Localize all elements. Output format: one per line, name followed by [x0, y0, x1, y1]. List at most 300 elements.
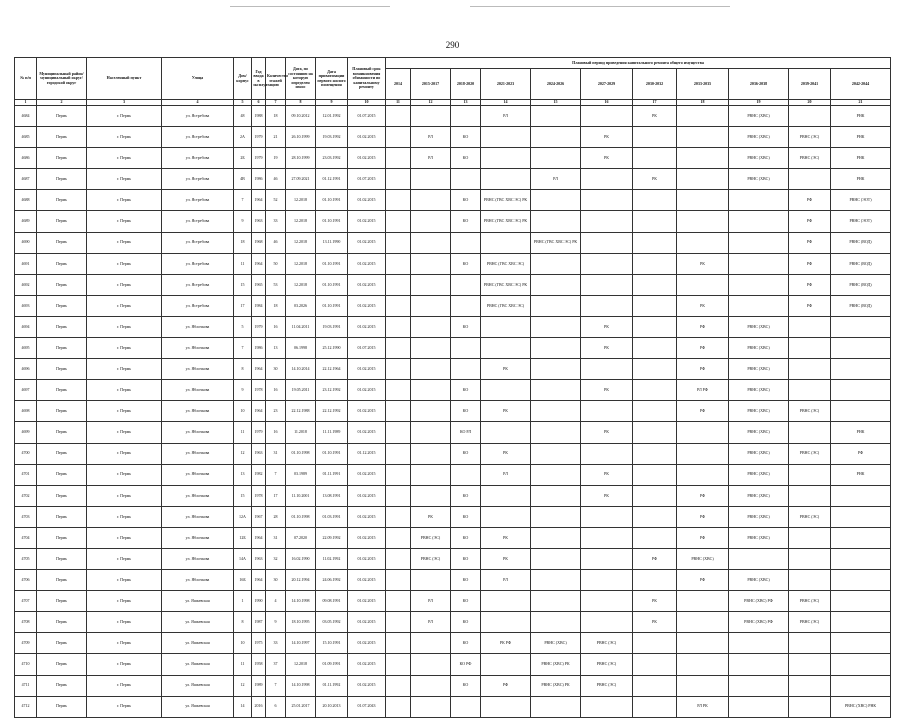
table-cell: 22.12.1992 [316, 401, 348, 422]
table-cell: 18.10.1995 [286, 612, 316, 633]
table-cell [677, 232, 729, 253]
table-cell: Пермь [37, 359, 87, 380]
table-cell: ул. Яблочкова [162, 506, 234, 527]
table-cell [411, 401, 451, 422]
table-cell: РВНС (ХВС) [729, 443, 789, 464]
table-cell [677, 612, 729, 633]
table-row [15, 464, 891, 485]
table-cell [633, 253, 677, 274]
table-cell [531, 148, 581, 169]
table-cell: РВНС (ХВС) [729, 106, 789, 127]
table-cell: 4687 [15, 169, 37, 190]
table-row [15, 570, 891, 591]
table-cell: 1 [234, 591, 252, 612]
table-cell [411, 675, 451, 696]
table-cell [531, 380, 581, 401]
header-period: 2015-2017 [411, 69, 451, 100]
table-cell: г. Пермь [87, 527, 162, 548]
table-cell: ул. Яшкевская [162, 612, 234, 633]
table-cell: Пермь [37, 548, 87, 569]
header-date-wear: Дата, по состоянию на которую определен износ [286, 58, 316, 100]
table-cell: г. Пермь [87, 633, 162, 654]
table-cell [411, 190, 451, 211]
table-cell [531, 443, 581, 464]
table-row [15, 253, 891, 274]
table-cell: РФ [789, 295, 831, 316]
table-cell: 4708 [15, 612, 37, 633]
table-cell: РК [633, 106, 677, 127]
table-row [15, 148, 891, 169]
table-cell: 14А [234, 548, 252, 569]
table-cell: 12.2018 [286, 211, 316, 232]
table-cell: ул. Ястребова [162, 232, 234, 253]
table-cell: 4712 [15, 696, 37, 717]
table-cell [531, 338, 581, 359]
table-row [15, 612, 891, 633]
table-cell: КО [451, 612, 481, 633]
table-cell [677, 169, 729, 190]
column-number: 18 [677, 100, 729, 106]
table-cell: 01.02.2015 [348, 422, 386, 443]
column-number: 5 [234, 100, 252, 106]
table-cell: 4711 [15, 675, 37, 696]
table-cell: РВНС (ЭОТ) [831, 211, 891, 232]
table-cell: РК [677, 295, 729, 316]
table-cell: Пермь [37, 338, 87, 359]
table-cell: 10 [234, 633, 252, 654]
table-cell [386, 633, 411, 654]
table-cell: 4704 [15, 527, 37, 548]
table-cell [411, 380, 451, 401]
table-cell: 11 [234, 654, 252, 675]
table-cell: РВНС (ХВС) РНК [831, 696, 891, 717]
table-cell: ул. Яшкевская [162, 591, 234, 612]
header-house: Дом/ корпус [234, 58, 252, 100]
table-cell [411, 169, 451, 190]
table-cell: Пермь [37, 127, 87, 148]
table-cell [411, 338, 451, 359]
table-cell: РВНС (ЭС) [789, 401, 831, 422]
table-cell: РВНС (ЭС) [411, 527, 451, 548]
table-cell [531, 696, 581, 717]
table-cell [386, 696, 411, 717]
table-cell: 1963 [252, 548, 266, 569]
table-cell: 2Б [234, 148, 252, 169]
table-cell: 4686 [15, 148, 37, 169]
table-cell [411, 485, 451, 506]
table-cell [451, 106, 481, 127]
table-cell: 01.10.1991 [316, 295, 348, 316]
table-cell: 18 [266, 295, 286, 316]
table-cell [481, 506, 531, 527]
table-cell: 01.02.2015 [348, 591, 386, 612]
table-cell [451, 232, 481, 253]
table-cell [789, 675, 831, 696]
table-cell [789, 548, 831, 569]
table-cell: г. Пермь [87, 253, 162, 274]
table-cell: 1965 [252, 274, 266, 295]
table-row [15, 633, 891, 654]
table-cell: Пермь [37, 612, 87, 633]
table-cell [451, 338, 481, 359]
header-period: 2024-2026 [531, 69, 581, 100]
table-cell: 4699 [15, 422, 37, 443]
table-cell: КО [451, 485, 481, 506]
table-cell: г. Пермь [87, 696, 162, 717]
table-cell: РК [581, 338, 633, 359]
table-cell: РВНС (ЭС) [789, 612, 831, 633]
table-cell: КО [451, 675, 481, 696]
table-cell: ул. Ястребова [162, 274, 234, 295]
table-cell: 11.2018 [286, 422, 316, 443]
table-cell: 9 [266, 612, 286, 633]
table-cell: 4696 [15, 359, 37, 380]
table-cell: 11.02.1992 [316, 548, 348, 569]
table-cell: РЛ [481, 106, 531, 127]
table-cell [386, 527, 411, 548]
header-periods-group: Плановый период проведения капитального ремонта общего имущества [386, 58, 891, 69]
table-cell: 06.1998 [286, 338, 316, 359]
header-period: 2042-2044 [831, 69, 891, 100]
table-cell: РВНС (ГВС ХВС ЭС) [481, 253, 531, 274]
table-cell: 20.12.1994 [286, 570, 316, 591]
table-cell [531, 127, 581, 148]
table-cell: РВНС (ВОД) [831, 295, 891, 316]
table-cell: ул. Яблочкова [162, 527, 234, 548]
top-rule-left [230, 6, 390, 7]
table-cell: 10 [234, 401, 252, 422]
table-cell: Пермь [37, 696, 87, 717]
table-cell: 32 [266, 548, 286, 569]
table-cell: 1964 [252, 359, 266, 380]
table-cell: РВНС (ВОД) [831, 232, 891, 253]
table-cell: г. Пермь [87, 422, 162, 443]
table-cell: 4691 [15, 253, 37, 274]
table-cell: 16 [266, 422, 286, 443]
table-cell [531, 485, 581, 506]
table-cell: РК [481, 443, 531, 464]
column-number: 2 [37, 100, 87, 106]
table-cell [789, 422, 831, 443]
table-cell: РЛ [481, 570, 531, 591]
table-cell [386, 654, 411, 675]
table-cell: РК [633, 169, 677, 190]
table-cell: РФ [789, 253, 831, 274]
table-cell [581, 295, 633, 316]
table-cell: г. Пермь [87, 190, 162, 211]
table-cell: 01.10.1991 [316, 274, 348, 295]
table-cell: ул. Яблочкова [162, 316, 234, 337]
table-row [15, 654, 891, 675]
table-cell: РЛ [411, 591, 451, 612]
table-cell: РВНС (ХВС) [677, 548, 729, 569]
table-cell: 25.01.2017 [286, 696, 316, 717]
table-cell: КО РЛ [451, 422, 481, 443]
table-cell: 2016 [252, 696, 266, 717]
table-cell [831, 506, 891, 527]
table-cell: РВНС (ХВС) [729, 570, 789, 591]
table-cell: 01.02.2015 [348, 485, 386, 506]
table-cell: Пермь [37, 675, 87, 696]
table-cell [831, 612, 891, 633]
table-cell: 4684 [15, 106, 37, 127]
table-cell [677, 654, 729, 675]
table-cell: КО [451, 570, 481, 591]
table-cell [531, 401, 581, 422]
table-cell: Пермь [37, 527, 87, 548]
table-cell: РЛ [411, 148, 451, 169]
table-cell: 22.09.1992 [316, 527, 348, 548]
table-cell [386, 612, 411, 633]
table-cell [633, 654, 677, 675]
table-cell: РФ [789, 211, 831, 232]
table-cell: 12Б [234, 527, 252, 548]
table-cell: КО [451, 211, 481, 232]
table-cell: РК [581, 148, 633, 169]
table-cell [451, 359, 481, 380]
table-row [15, 211, 891, 232]
table-cell [411, 211, 451, 232]
table-cell: Пермь [37, 506, 87, 527]
table-cell: 7 [234, 338, 252, 359]
table-cell: 13 [234, 464, 252, 485]
table-cell: 2А [234, 127, 252, 148]
table-cell [581, 696, 633, 717]
table-cell: г. Пермь [87, 464, 162, 485]
table-cell [581, 274, 633, 295]
table-cell: Пермь [37, 211, 87, 232]
table-cell: 4698 [15, 401, 37, 422]
table-cell: ул. Яблочкова [162, 485, 234, 506]
table-cell [831, 654, 891, 675]
table-cell: 01.02.2015 [348, 464, 386, 485]
table-cell [633, 274, 677, 295]
table-cell [633, 316, 677, 337]
table-cell: РВНС (ЭС) [789, 127, 831, 148]
table-cell [386, 106, 411, 127]
table-cell [633, 401, 677, 422]
table-cell: 4697 [15, 380, 37, 401]
table-cell: 15 [234, 485, 252, 506]
table-cell: г. Пермь [87, 274, 162, 295]
table-cell: ул. Яблочкова [162, 443, 234, 464]
table-cell: РВНС (ЭС) [789, 443, 831, 464]
table-cell [581, 190, 633, 211]
header-period: 2014 [386, 69, 411, 100]
table-cell: Пермь [37, 253, 87, 274]
table-cell: РВНС (ХВС) [729, 422, 789, 443]
table-cell [451, 169, 481, 190]
table-cell: 17 [234, 295, 252, 316]
table-cell [531, 612, 581, 633]
table-cell: 37 [266, 654, 286, 675]
table-cell [729, 274, 789, 295]
table-cell [677, 443, 729, 464]
table-cell [451, 464, 481, 485]
table-cell: 01.11.1991 [316, 464, 348, 485]
table-cell: 01.02.2015 [348, 548, 386, 569]
table-cell [633, 570, 677, 591]
table-cell: г. Пермь [87, 148, 162, 169]
table-cell [386, 506, 411, 527]
table-cell: 01.02.2015 [348, 274, 386, 295]
table-cell: 01.02.2015 [348, 401, 386, 422]
table-cell: РК [411, 506, 451, 527]
page-number: 290 [445, 40, 460, 50]
table-cell: 33 [266, 633, 286, 654]
table-cell [633, 506, 677, 527]
table-cell: 23.12.1992 [316, 380, 348, 401]
table-cell [411, 106, 451, 127]
table-cell: РВНС (ХВС) РФ [729, 612, 789, 633]
table-cell: 22.12.1988 [286, 401, 316, 422]
table-cell [581, 253, 633, 274]
table-cell: 16Б [234, 570, 252, 591]
table-cell: ул. Ястребова [162, 169, 234, 190]
table-cell [677, 675, 729, 696]
table-cell: 14.10.1998 [286, 675, 316, 696]
table-cell: 1990 [252, 591, 266, 612]
table-cell: 01.02.2015 [348, 190, 386, 211]
column-number: 9 [316, 100, 348, 106]
table-cell [411, 633, 451, 654]
table-cell [531, 570, 581, 591]
table-cell: РНК [831, 148, 891, 169]
table-cell [633, 295, 677, 316]
table-cell: 8 [234, 612, 252, 633]
table-cell [481, 338, 531, 359]
table-cell [831, 548, 891, 569]
table-cell: 1979 [252, 316, 266, 337]
table-cell: 12 [234, 675, 252, 696]
table-cell: РК [581, 422, 633, 443]
column-number: 19 [729, 100, 789, 106]
table-cell [633, 633, 677, 654]
table-cell [581, 232, 633, 253]
table-cell: 9 [234, 211, 252, 232]
table-cell: Пермь [37, 401, 87, 422]
header-deadline: Плановый срок возникновения обязанности по капитальному ремонту [348, 58, 386, 100]
table-cell: РВНС (ЭС) [581, 633, 633, 654]
table-cell [633, 211, 677, 232]
table-cell: 4690 [15, 232, 37, 253]
table-cell: 33 [266, 211, 286, 232]
table-cell: 17 [266, 485, 286, 506]
table-cell: 14 [234, 696, 252, 717]
table-cell: 03.1989 [286, 464, 316, 485]
table-cell [581, 612, 633, 633]
table-cell: 01.02.2015 [348, 148, 386, 169]
table-cell [531, 464, 581, 485]
table-cell: 7 [234, 190, 252, 211]
table-cell: 28.10.1999 [286, 148, 316, 169]
table-cell: г. Пермь [87, 169, 162, 190]
table-cell [386, 422, 411, 443]
table-cell: 1979 [252, 148, 266, 169]
table-cell: 5 [234, 316, 252, 337]
table-cell: РЛ [531, 169, 581, 190]
table-cell [581, 527, 633, 548]
table-cell [831, 570, 891, 591]
table-cell [831, 338, 891, 359]
table-cell: 1963 [252, 211, 266, 232]
table-cell: 19 [266, 148, 286, 169]
table-cell: г. Пермь [87, 675, 162, 696]
table-cell [677, 148, 729, 169]
table-cell [677, 127, 729, 148]
header-period: 2030-2032 [633, 69, 677, 100]
table-cell: 4В [234, 169, 252, 190]
table-cell [789, 633, 831, 654]
table-cell: 01.07.2015 [348, 338, 386, 359]
table-cell: 1982 [252, 464, 266, 485]
table-cell [633, 380, 677, 401]
table-cell: КО [451, 401, 481, 422]
table-cell: РВНС (ЭС) [411, 548, 451, 569]
table-cell: РК [481, 401, 531, 422]
table-cell: КО [451, 316, 481, 337]
column-number: 16 [581, 100, 633, 106]
table-row [15, 506, 891, 527]
table-cell [531, 506, 581, 527]
table-cell: ул. Ястребова [162, 148, 234, 169]
column-number: 6 [252, 100, 266, 106]
table-cell [633, 232, 677, 253]
table-cell: РНК [831, 127, 891, 148]
table-cell: 1986 [252, 169, 266, 190]
table-cell [386, 570, 411, 591]
table-row [15, 443, 891, 464]
table-cell [633, 422, 677, 443]
table-cell: Пермь [37, 106, 87, 127]
table-cell: 30 [266, 570, 286, 591]
table-cell: РВНС (ХВС) РК [531, 675, 581, 696]
table-row [15, 485, 891, 506]
header-floors: Количество этажей [266, 58, 286, 100]
table-cell [677, 633, 729, 654]
table-cell: г. Пермь [87, 106, 162, 127]
table-cell [633, 485, 677, 506]
table-cell: г. Пермь [87, 485, 162, 506]
table-cell [531, 106, 581, 127]
table-cell: РФ [789, 190, 831, 211]
table-cell [729, 633, 789, 654]
table-cell: РЛ [481, 464, 531, 485]
table-cell: РК [633, 591, 677, 612]
top-rule-right [470, 6, 730, 7]
table-row [15, 548, 891, 569]
table-cell: 1964 [252, 570, 266, 591]
table-cell [729, 548, 789, 569]
table-cell: 01.07.2043 [348, 696, 386, 717]
table-cell: 4706 [15, 570, 37, 591]
table-cell [633, 443, 677, 464]
table-cell [677, 464, 729, 485]
table-cell [633, 675, 677, 696]
table-cell: Пермь [37, 422, 87, 443]
table-cell [729, 190, 789, 211]
table-cell: КО [451, 548, 481, 569]
table-cell: 16 [266, 380, 286, 401]
table-cell: РВНС (ХВС) [531, 633, 581, 654]
table-cell: РФ [677, 316, 729, 337]
table-cell: 01.11.1992 [316, 675, 348, 696]
table-cell [677, 106, 729, 127]
header-year: Год ввода в эксплуатацию [252, 58, 266, 100]
table-cell [581, 591, 633, 612]
table-cell: ул. Ястребова [162, 190, 234, 211]
table-cell [729, 696, 789, 717]
